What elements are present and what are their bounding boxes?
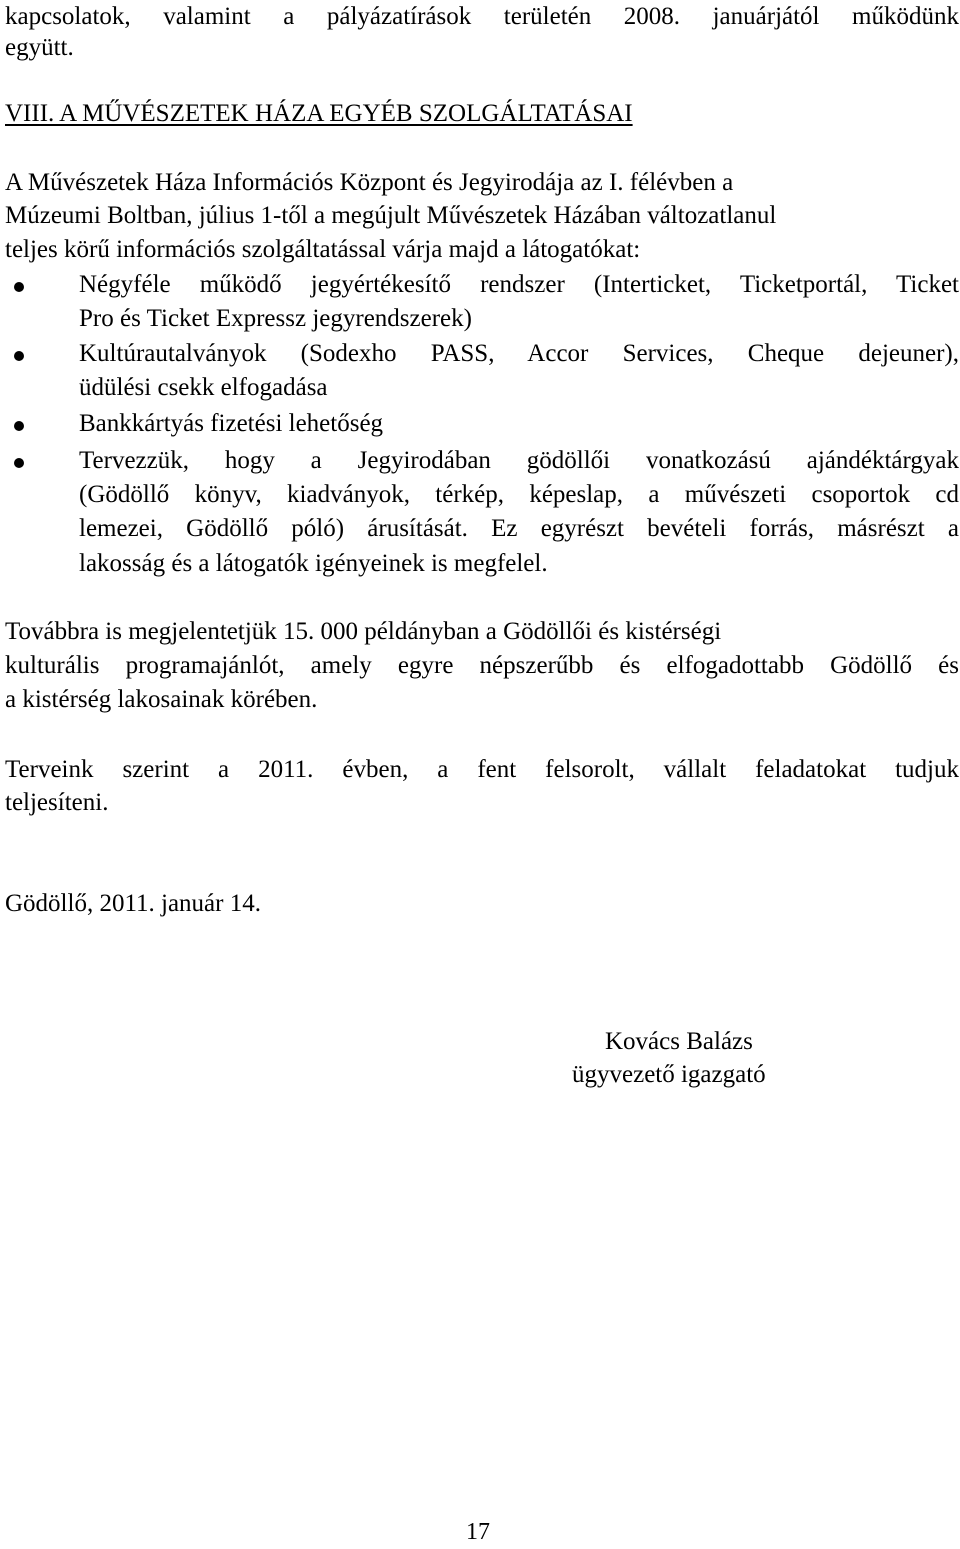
list-item-line: üdülési csekk elfogadása — [79, 374, 328, 401]
list-item-line: (Gödöllő könyv, kiadványok, térkép, képeslap, a művészeti csoportok cd — [79, 481, 959, 508]
list-item-line: Bankkártyás fizetési lehetőség — [79, 410, 384, 437]
place-and-date: Gödöllő, 2011. január 14. — [5, 890, 261, 917]
bullet-icon — [14, 421, 24, 431]
list-item-line: Pro és Ticket Expressz jegyrendszerek) — [79, 305, 472, 332]
list-item-line: lakosság és a látogatók igényeinek is megfelel. — [79, 550, 548, 577]
page-number: 17 — [466, 1519, 490, 1545]
intro-text-line-2: együtt. — [5, 34, 74, 61]
paragraph-2-line-3: a kistérség lakosainak körében. — [5, 686, 318, 713]
section-paragraph-line-2: Múzeumi Boltban, július 1-től a megújult Művészetek Házában változatlanul — [5, 202, 777, 229]
bullet-icon — [14, 458, 24, 468]
section-heading: VIII. A MŰVÉSZETEK HÁZA EGYÉB SZOLGÁLTATÁSAI — [5, 100, 633, 127]
list-item-line: lemezei, Gödöllő póló) árusítását. Ez egyrészt bevételi forrás, másrészt a — [79, 515, 959, 542]
signatory-name: Kovács Balázs — [605, 1028, 753, 1055]
list-item-line: Tervezzük, hogy a Jegyirodában gödöllői vonatkozású ajándéktárgyak — [79, 447, 959, 474]
paragraph-2-line-2: kulturális programajánlót, amely egyre népszerűbb és elfogadottabb Gödöllő és — [5, 652, 959, 679]
paragraph-2-line-1: Továbbra is megjelentetjük 15. 000 példányban a Gödöllői és kistérségi — [5, 618, 722, 645]
bullet-icon — [14, 351, 24, 361]
paragraph-3-line-1: Terveink szerint a 2011. évben, a fent felsorolt, vállalt feladatokat tudjuk — [5, 756, 959, 783]
list-item-line: Négyféle működő jegyértékesítő rendszer (Interticket, Ticketportál, Ticket — [79, 271, 959, 298]
list-item-line: Kultúrautalványok (Sodexho PASS, Accor Services, Cheque dejeuner), — [79, 340, 959, 367]
bullet-icon — [14, 282, 24, 292]
signatory-title: ügyvezető igazgató — [572, 1061, 766, 1088]
intro-text-line-1: kapcsolatok, valamint a pályázatírások területén 2008. januárjától működünk — [5, 3, 959, 30]
section-paragraph-line-3: teljes körű információs szolgáltatással várja majd a látogatókat: — [5, 236, 641, 263]
paragraph-3-line-2: teljesíteni. — [5, 789, 109, 816]
section-paragraph-line-1: A Művészetek Háza Információs Központ és Jegyirodája az I. félévben a — [5, 169, 734, 196]
